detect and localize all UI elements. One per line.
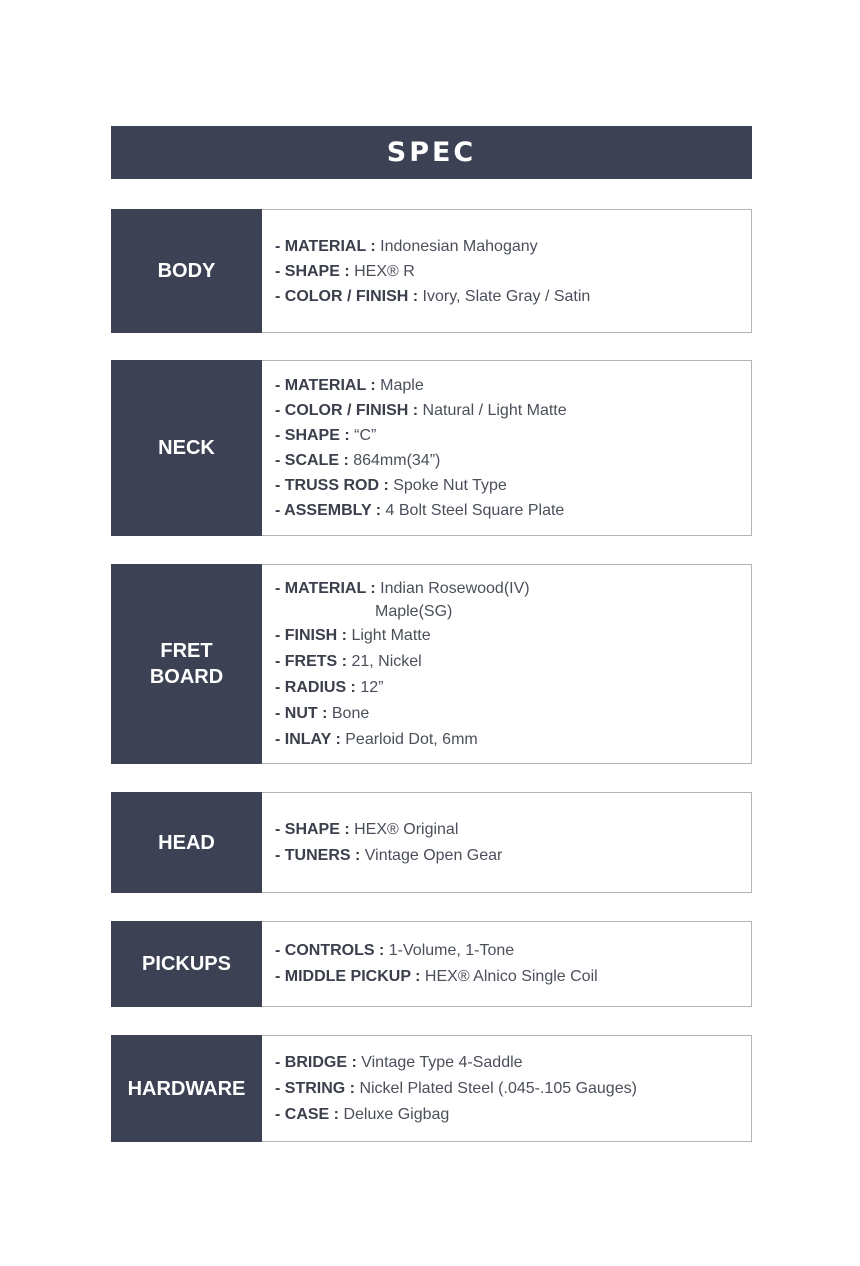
spec-row: - MATERIAL : Maple — [275, 377, 424, 394]
spec-row: - COLOR / FINISH : Ivory, Slate Gray / Satin — [275, 287, 591, 305]
spec-list — [262, 921, 752, 1007]
spec-row: - SCALE : 864mm(34”) — [275, 452, 441, 469]
section-head — [111, 792, 752, 893]
spec-row: - NUT : Bone — [275, 704, 370, 722]
section-label: FRET BOARD — [111, 564, 262, 764]
spec-row-continued: Maple(SG) — [375, 602, 453, 620]
spec-list — [262, 209, 752, 333]
spec-row: - TRUSS ROD : Spoke Nut Type — [275, 477, 507, 494]
section-label: HARDWARE — [111, 1035, 262, 1142]
spec-row: - MIDDLE PICKUP : HEX® Alnico Single Coil — [275, 968, 598, 985]
spec-row: - FINISH : Light Matte — [275, 626, 431, 644]
spec-list — [262, 1035, 752, 1142]
spec-list — [262, 792, 752, 893]
spec-row: - CONTROLS : 1-Volume, 1-Tone — [275, 942, 515, 959]
spec-row: - CASE : Deluxe Gigbag — [275, 1105, 450, 1123]
section-body — [111, 209, 752, 333]
spec-row: - SHAPE : HEX® Original — [275, 820, 459, 838]
section-label: HEAD — [111, 792, 262, 893]
spec-list — [262, 360, 752, 536]
spec-row: - MATERIAL : Indian Rosewood(IV) — [275, 579, 530, 597]
page-title: SPEC — [386, 137, 477, 168]
spec-row: - RADIUS : 12” — [275, 678, 384, 696]
spec-row: - MATERIAL : Indonesian Mahogany — [275, 237, 538, 255]
spec-row: - INLAY : Pearloid Dot, 6mm — [275, 730, 478, 748]
section-label: PICKUPS — [111, 921, 262, 1007]
spec-row: - TUNERS : Vintage Open Gear — [275, 846, 503, 864]
spec-row: - SHAPE : “C” — [275, 427, 377, 444]
section-pickups — [111, 921, 752, 1007]
spec-row: - COLOR / FINISH : Natural / Light Matte — [275, 402, 567, 419]
spec-header — [111, 126, 752, 179]
spec-row: - SHAPE : HEX® R — [275, 262, 415, 280]
spec-row: - STRING : Nickel Plated Steel (.045-.105 Gauges) — [275, 1079, 637, 1097]
spec-row: - FRETS : 21, Nickel — [275, 652, 422, 670]
section-label: NECK — [111, 360, 262, 536]
spec-list — [262, 564, 752, 764]
section-hardware — [111, 1035, 752, 1142]
section-fretboard — [111, 564, 752, 764]
spec-row: - ASSEMBLY : 4 Bolt Steel Square Plate — [275, 502, 565, 519]
spec-row: - BRIDGE : Vintage Type 4-Saddle — [275, 1053, 523, 1071]
section-label: BODY — [111, 209, 262, 333]
section-neck — [111, 360, 752, 536]
